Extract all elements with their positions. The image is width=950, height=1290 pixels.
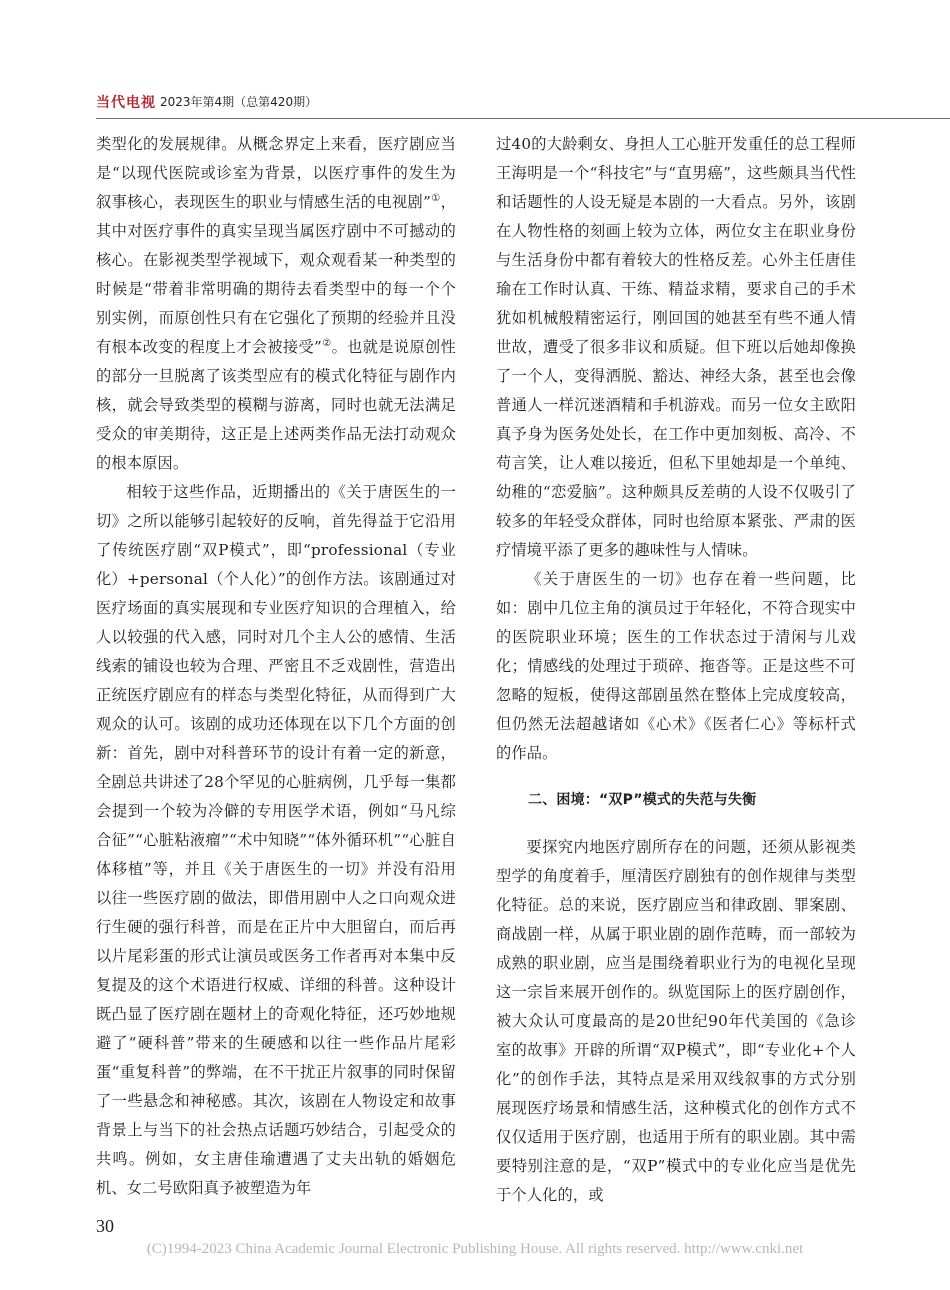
copyright-footer: (C)1994-2023 China Academic Journal Electronic Publishing House. All rights reserved. http://www.cnki.net	[146, 1241, 804, 1257]
footnote-ref[interactable]: ①	[431, 192, 441, 204]
paragraph: 要探究内地医疗剧所存在的问题，还须从影视类型学的角度着手，厘清医疗剧独有的创作规律与类型化特征。总的来说，医疗剧应当和律政剧、罪案剧、商战剧一样，从属于职业剧的剧作范畴，而一部较为成熟的职业剧，应当是围绕着职业行为的电视化呈现这一宗旨来展开创作的。纵览国际上的医疗剧创作，被大众认可度最高的是20世纪90年代美国的《急诊室的故事》开辟的所谓“双P模式”，即“专业化+个人化”的创作手法，其特点是采用双线叙事的方式分别展现医疗场景和情感生活，这种模式化的创作方式不仅仅适用于医疗剧，也适用于所有的职业剧。其中需要特别注意的是，“双P”模式中的专业化应当是优先于个人化的，或	[496, 838, 856, 1204]
section-heading: 二、困境：“双P”模式的失范与失衡	[528, 792, 757, 808]
paragraph: 过40的大龄剩女、身担人工心脏开发重任的总工程师王海明是一个“科技宅”与“直男癌”，这些颇具当代性和话题性的人设无疑是本剧的一大看点。另外，该剧在人物性格的刻画上较为立体，两位女主在职业身份与生活身份中都有着较大的性格反差。心外主任唐佳瑜在工作时认真、干练、精益求精，要求自己的手术犹如机械般精密运行，刚回国的她甚至有些不通人情世故，遭受了很多非议和质疑。但下班以后她却像换了一个人，变得洒脱、豁达、神经大条，甚至也会像普通人一样沉迷酒精和手机游戏。而另一位女主欧阳真予身为医务处处长，在工作中更加刻板、高冷、不苟言笑，让人难以接近，但私下里她却是一个单纯、幼稚的“恋爱脑”。这种颇具反差萌的人设不仅吸引了较多的年轻受众群体，同时也给原本紧张、严肃的医疗情境平添了更多的趣味性与人情味。	[496, 135, 856, 559]
paragraph: 《关于唐医生的一切》也存在着一些问题，比如：剧中几位主角的演员过于年轻化，不符合现实中的医院职业环境；医生的工作状态过于清闲与儿戏化；情感线的处理过于琐碎、拖沓等。正是这些不可忽略的短板，使得这部剧虽然在整体上完成度较高，但仍然无法超越诸如《心术》《医者仁心》等标杆式的作品。	[496, 570, 856, 762]
left-column	[96, 130, 456, 1203]
running-header	[96, 92, 950, 119]
footnote-ref[interactable]: ②	[322, 337, 332, 349]
paragraph: 相较于这些作品，近期播出的《关于唐医生的一切》之所以能够引起较好的反响，首先得益于它沿用了传统医疗剧“双P模式”，即“professional（专业化）+personal（个人化）”的创作方法。该剧通过对医疗场面的真实展现和专业医疗知识的合理植入，给人以较强的代入感，同时对几个主人公的感情、生活线索的铺设也较为合理、严密且不乏戏剧性，营造出正统医疗剧应有的样态与类型化特征，从而得到广大观众的认可。该剧的成功还体现在以下几个方面的创新：首先，剧中对科普环节的设计有着一定的新意，全剧总共讲述了28个罕见的心脏病例，几乎每一集都会提到一个较为冷僻的专用医学术语，例如“马凡综合征”“心脏粘液瘤”“术中知晓”“体外循环机”“心脏自体移植”等，并且《关于唐医生的一切》并没有沿用以往一些医疗剧的做法，即借用剧中人之口向观众进行生硬的强行科普，而是在正片中大胆留白，而后再以片尾彩蛋的形式让演员或医务工作者再对本集中反复提及的这个术语进行权威、详细的科普。这种设计既凸显了医疗剧在题材上的奇观化特征，还巧妙地规避了“硬科普”带来的生硬感和以往一些作品片尾彩蛋“重复科普”的弊端，在不干扰正片叙事的同时保留了一些悬念和神秘感。其次，该剧在人物设定和故事背景上与当下的社会热点话题巧妙结合，引起受众的共鸣。例如，女主唐佳瑜遭遇了丈夫出轨的婚姻危机、女二号欧阳真予被塑造为年	[96, 483, 456, 1197]
right-column	[496, 130, 856, 1210]
journal-title: 当代电视	[96, 95, 156, 111]
page-number: 30	[96, 1216, 114, 1236]
paragraph: 类型化的发展规律。从概念界定上来看，医疗剧应当是“以现代医院或诊室为背景，以医疗事件的发生为叙事核心，表现医生的职业与情感生活的电视剧”①，其中对医疗事件的真实呈现当属医疗剧中不可撼动的核心。在影视类型学视域下，观众观看某一种类型的时候是“带着非常明确的期待去看类型中的每一个个别实例，而原创性只有在它强化了预期的经验并且没有根本改变的程度上才会被接受”②。也就是说原创性的部分一旦脱离了该类型应有的模式化特征与剧作内核，就会导致类型的模糊与游离，同时也就无法满足受众的审美期待，这正是上述两类作品无法打动观众的根本原因。	[96, 135, 456, 472]
issue-info: 2023年第4期（总第420期）	[160, 95, 318, 109]
